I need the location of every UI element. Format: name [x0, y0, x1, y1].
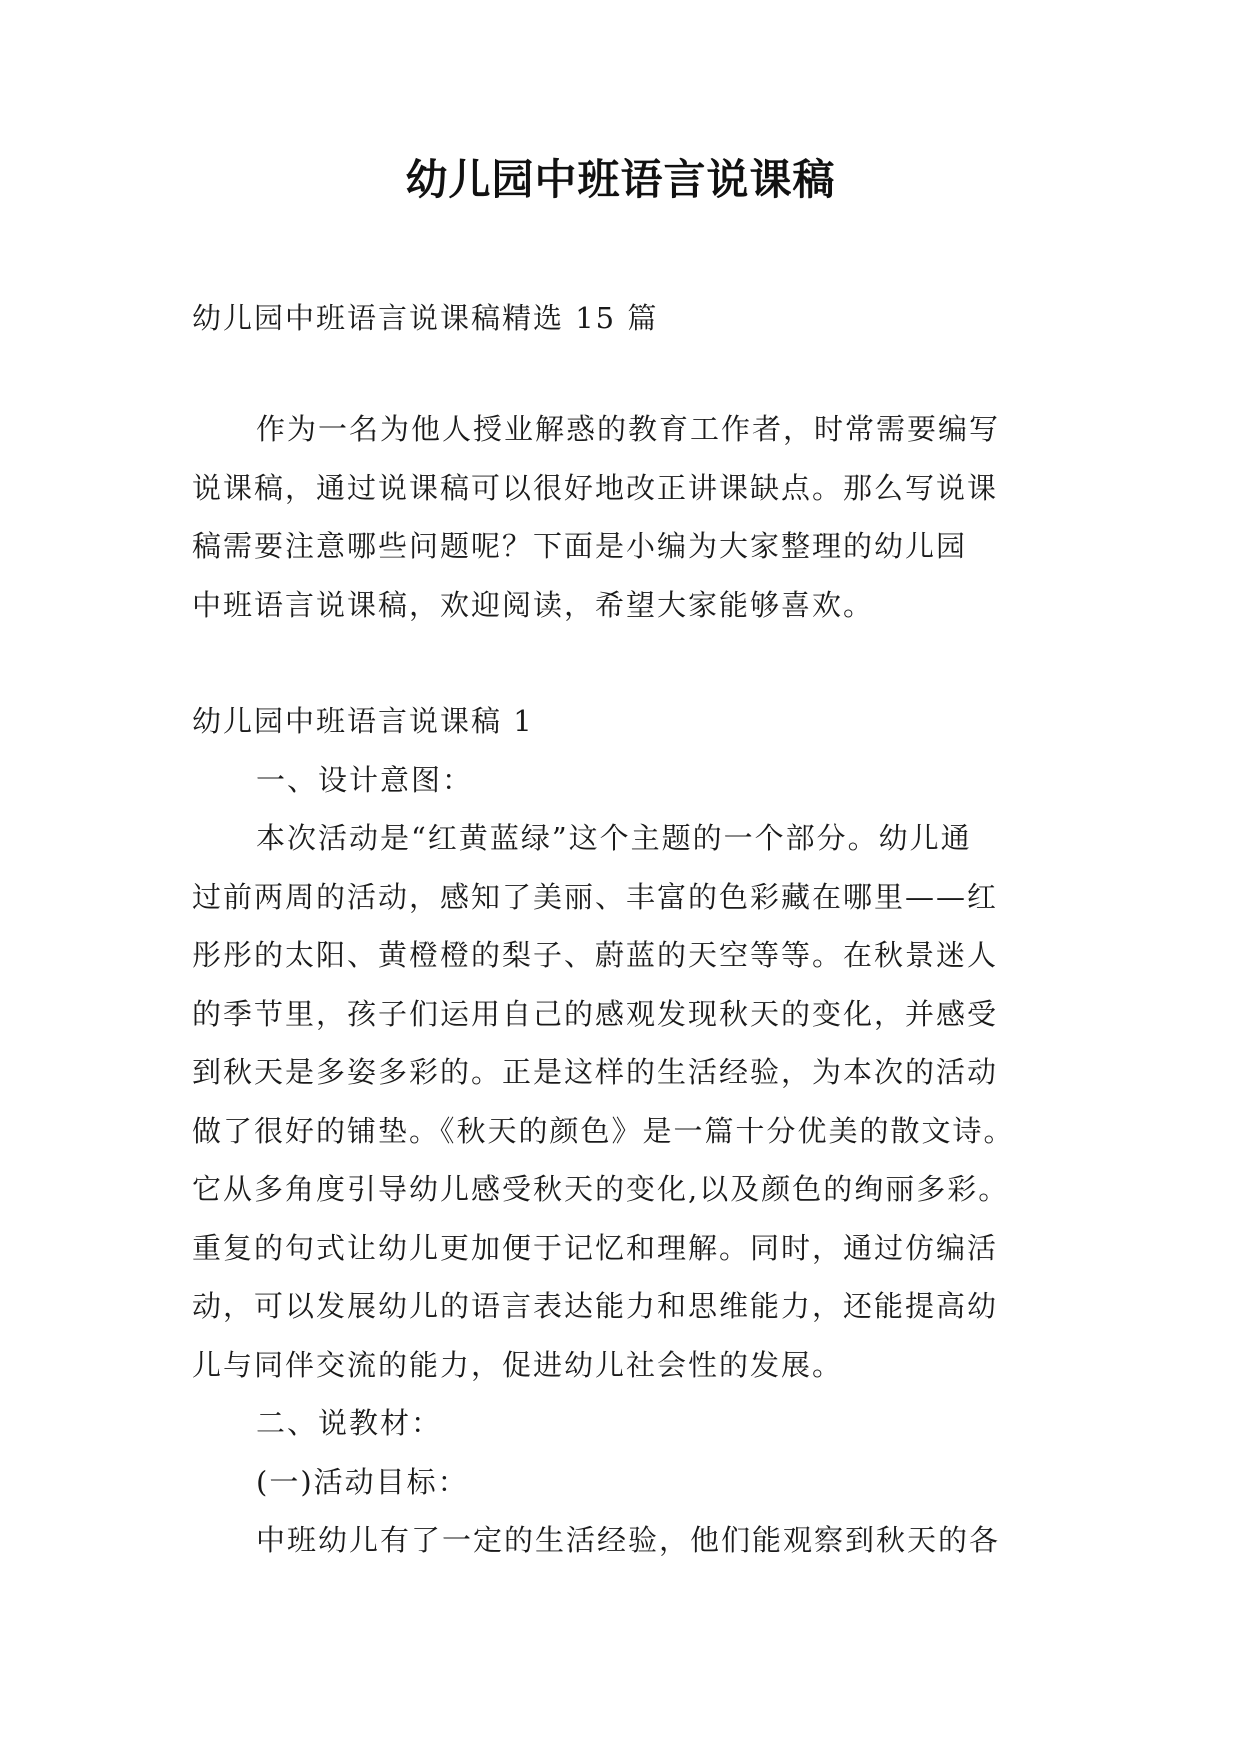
document-subtitle: [192, 289, 1052, 348]
part1-line-2: 过前两周的活动，感知了美丽、丰富的色彩藏在哪里——红: [192, 879, 999, 914]
intro-line-2: 说课稿，通过说课稿可以很好地改正讲课缺点。那么写说课: [192, 470, 999, 505]
part1-line-7: 它从多角度引导幼儿感受秋天的变化,以及颜色的绚丽多彩。: [192, 1172, 1010, 1206]
intro-line-4: 中班语言说课稿，欢迎阅读，希望大家能够喜欢。: [192, 587, 875, 622]
intro-paragraph: [192, 400, 1052, 634]
subtitle-line: 幼儿园中班语言说课稿精选 15 篇: [192, 301, 659, 335]
part1-line-1: 本次活动是“红黄蓝绿”这个主题的一个部分。幼儿通: [256, 821, 972, 855]
part1-line-5: 到秋天是多姿多彩的。正是这样的生活经验，为本次的活动: [192, 1055, 999, 1089]
part1-line-6: 做了很好的铺垫。《秋天的颜色》是一篇十分优美的散文诗。: [192, 1113, 1015, 1148]
document-title: 幼儿园中班语言说课稿: [405, 155, 836, 204]
part1-heading: 一、设计意图：: [256, 762, 474, 797]
part1-line-4: 的季节里，孩子们运用自己的感观发现秋天的变化，并感受: [192, 996, 999, 1031]
intro-line-1: 作为一名为他人授业解惑的教育工作者，时常需要编写: [256, 412, 1001, 446]
part1-line-8: 重复的句式让幼儿更加便于记忆和理解。同时，通过仿编活: [192, 1230, 999, 1265]
part1-line-10: 儿与同伴交流的能力，促进幼儿社会性的发展。: [192, 1347, 844, 1382]
section-1: [192, 692, 1052, 1570]
part2-line-1: 中班幼儿有了一定的生活经验，他们能观察到秋天的各: [256, 1523, 1001, 1557]
part1-line-9: 动，可以发展幼儿的语言表达能力和思维能力，还能提高幼: [192, 1289, 999, 1323]
intro-line-3: 稿需要注意哪些问题呢？下面是小编为大家整理的幼儿园: [192, 529, 968, 563]
part1-line-3: 彤彤的太阳、黄橙橙的梨子、蔚蓝的天空等等。在秋景迷人: [192, 938, 999, 972]
part2-heading: 二、说教材：: [256, 1406, 443, 1440]
section-heading: 幼儿园中班语言说课稿 1: [192, 704, 534, 738]
part2-sub-heading: (一)活动目标：: [256, 1464, 469, 1499]
